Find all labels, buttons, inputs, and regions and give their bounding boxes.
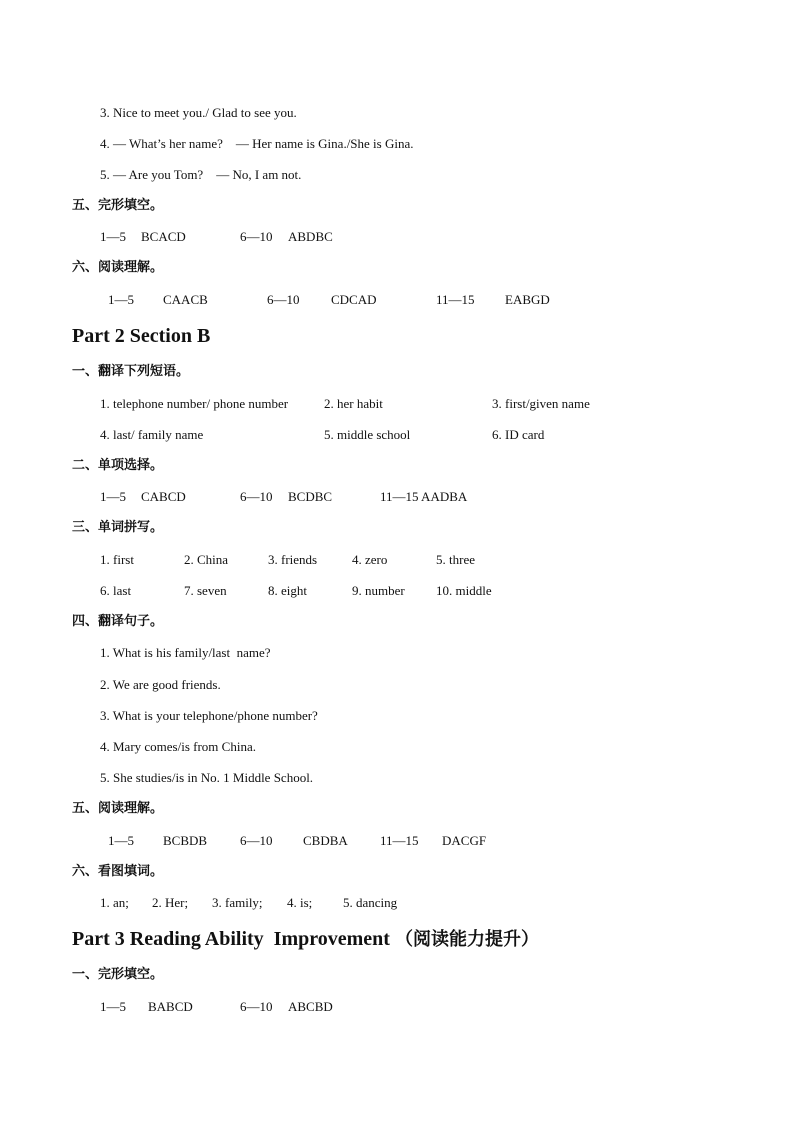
phrase-item: 3. first/given name bbox=[492, 396, 590, 411]
answer-range: 6—10 bbox=[267, 292, 300, 307]
fill-item: 4. is; bbox=[287, 895, 313, 910]
section-heading: 三、单词拼写。 bbox=[72, 520, 164, 535]
section-heading: 二、单项选择。 bbox=[72, 458, 164, 473]
phrase-item: 2. her habit bbox=[324, 396, 383, 411]
word-item: 10. middle bbox=[436, 583, 492, 598]
part-title-cn: （阅读能力提升） bbox=[394, 929, 539, 950]
sentence-3: 3. Nice to meet you./ Glad to see you. bbox=[100, 105, 297, 120]
answer-key: EABGD bbox=[505, 292, 550, 307]
answer-range: 11—15 bbox=[380, 833, 419, 848]
part-title-en: Part 3 Reading Ability Improvement bbox=[72, 928, 390, 950]
answer-key: CAACB bbox=[163, 292, 208, 307]
answer-key: 11—15 AADBA bbox=[380, 489, 468, 504]
answer-key: DACGF bbox=[442, 833, 487, 848]
phrase-item: 4. last/ family name bbox=[100, 427, 204, 442]
sentence-item: 3. What is your telephone/phone number? bbox=[100, 708, 318, 723]
section-heading: 四、翻译句子。 bbox=[72, 614, 164, 629]
word-item: 3. friends bbox=[268, 552, 318, 567]
answer-range: 6—10 bbox=[240, 229, 273, 244]
answer-key: BCBDB bbox=[163, 833, 208, 848]
answer-key: ABCBD bbox=[288, 999, 333, 1014]
answer-range: 1—5 bbox=[100, 489, 126, 504]
word-item: 9. number bbox=[352, 583, 405, 598]
answer-key: BABCD bbox=[148, 999, 193, 1014]
word-item: 8. eight bbox=[268, 583, 307, 598]
sentence-item: 5. She studies/is in No. 1 Middle School. bbox=[100, 770, 314, 785]
fill-item: 3. family; bbox=[212, 895, 263, 910]
part-title bbox=[72, 927, 539, 952]
answer-range: 6—10 bbox=[240, 999, 273, 1014]
section-heading: 五、阅读理解。 bbox=[72, 801, 164, 816]
answer-range: 1—5 bbox=[100, 999, 126, 1014]
sentence-5: 5. — Are you Tom? — No, I am not. bbox=[100, 167, 302, 182]
phrase-item: 6. ID card bbox=[492, 427, 545, 442]
section-heading: 一、完形填空。 bbox=[72, 967, 164, 982]
answer-range: 1—5 bbox=[100, 229, 126, 244]
answer-range: 11—15 bbox=[436, 292, 475, 307]
answer-key: BCDBC bbox=[288, 489, 333, 504]
answer-range: 6—10 bbox=[240, 833, 273, 848]
section-heading: 六、阅读理解。 bbox=[72, 260, 164, 275]
section-heading: 一、翻译下列短语。 bbox=[72, 364, 190, 379]
word-item: 7. seven bbox=[184, 583, 227, 598]
word-item: 1. first bbox=[100, 552, 134, 567]
word-item: 4. zero bbox=[352, 552, 388, 567]
section-heading: 六、看图填词。 bbox=[72, 864, 164, 879]
word-item: 2. China bbox=[184, 552, 229, 567]
word-item: 5. three bbox=[436, 552, 475, 567]
word-item: 6. last bbox=[100, 583, 132, 598]
fill-item: 1. an; bbox=[100, 895, 129, 910]
phrase-item: 1. telephone number/ phone number bbox=[100, 396, 289, 411]
sentence-item: 4. Mary comes/is from China. bbox=[100, 739, 256, 754]
answer-key: BCACD bbox=[141, 229, 186, 244]
fill-item: 5. dancing bbox=[343, 895, 398, 910]
answer-key: CDCAD bbox=[331, 292, 377, 307]
answer-key: ABDBC bbox=[288, 229, 333, 244]
sentence-4: 4. — What’s her name? — Her name is Gina./She is Gina. bbox=[100, 136, 414, 151]
fill-item: 2. Her; bbox=[152, 895, 189, 910]
part-title: Part 2 Section B bbox=[72, 325, 211, 347]
answer-range: 6—10 bbox=[240, 489, 273, 504]
section-heading: 五、完形填空。 bbox=[72, 198, 164, 213]
phrase-item: 5. middle school bbox=[324, 427, 411, 442]
sentence-item: 2. We are good friends. bbox=[100, 677, 221, 692]
sentence-item: 1. What is his family/last name? bbox=[100, 645, 271, 660]
answer-key: CABCD bbox=[141, 489, 186, 504]
answer-range: 1—5 bbox=[108, 833, 134, 848]
answer-key: CBDBA bbox=[303, 833, 348, 848]
answer-range: 1—5 bbox=[108, 292, 134, 307]
